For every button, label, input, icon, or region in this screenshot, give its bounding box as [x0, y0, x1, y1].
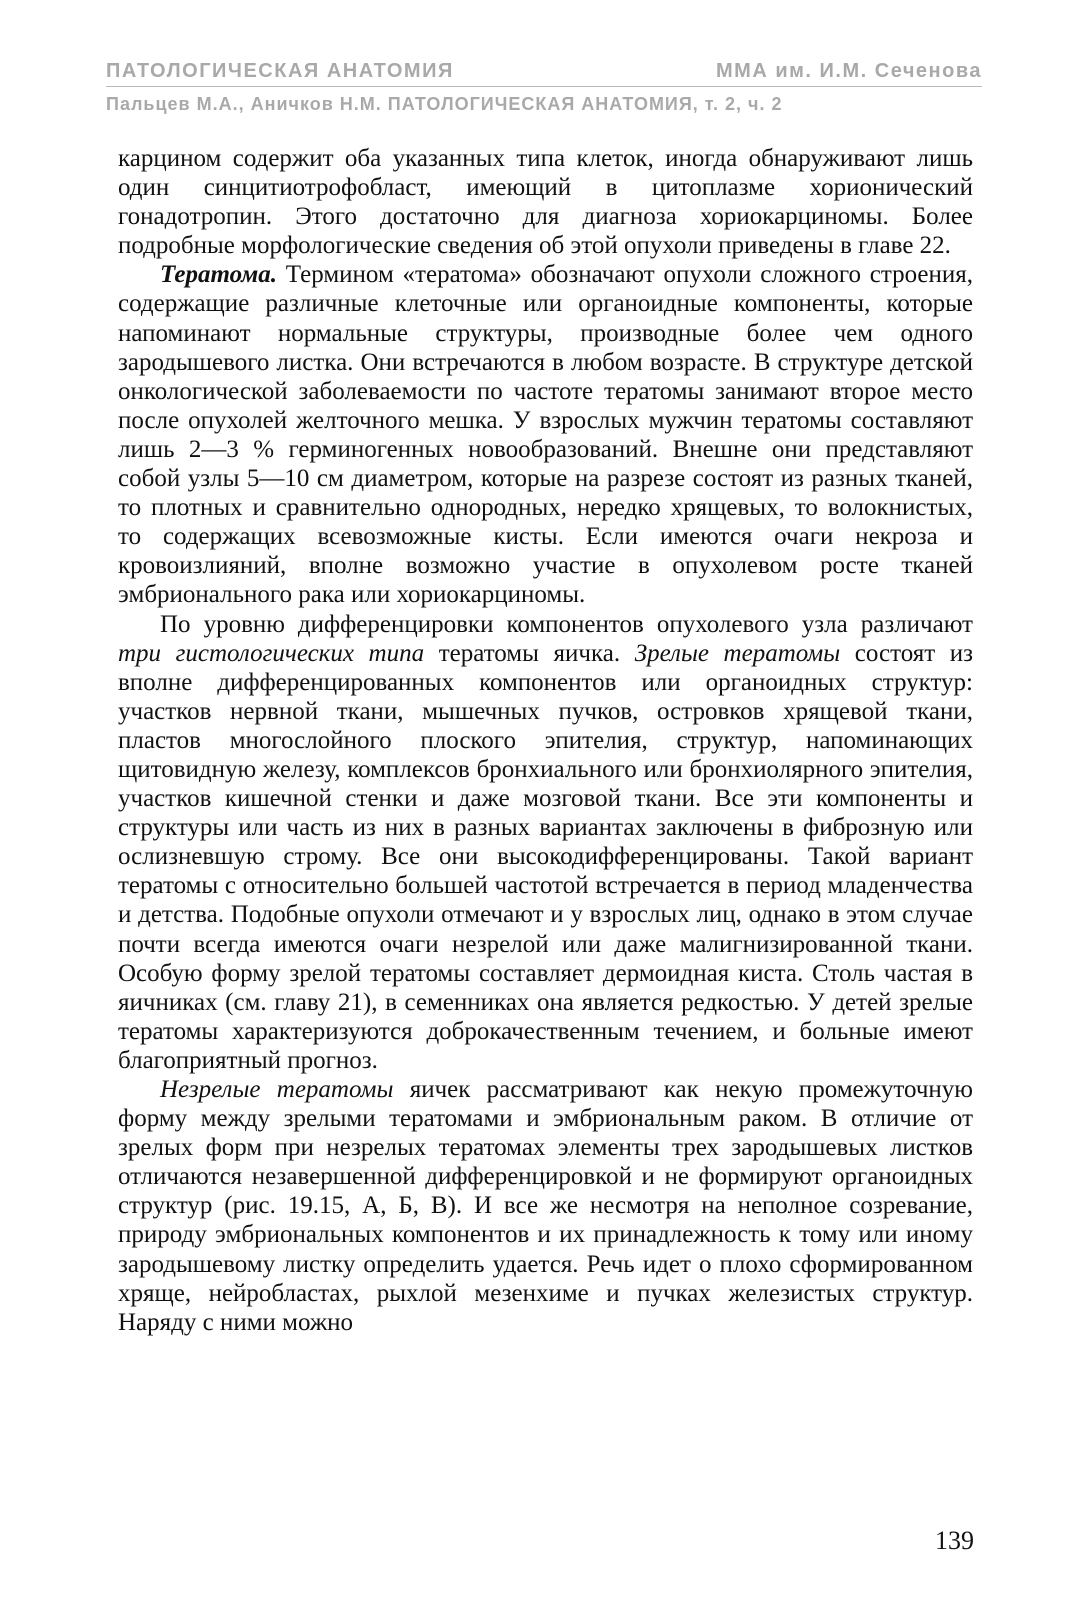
paragraph-4	[118, 1075, 973, 1337]
term-three-types: три гистологических типа	[118, 639, 425, 667]
running-head-rule	[106, 86, 982, 87]
paragraph-4-text: яичек рассматривают как некую промежуточную форму между зрелыми тератомами и эмбриональным раком. В отличие от зрелых форм при незрелых тератомах элементы трех зародышевых листков отличаются незавершенной дифференцировкой и не формируют органоидных структур (рис. 19.15, А, Б, В). И все же несмотря на неполное созревание, природу эмбриональных компонентов и их принадлежность к тому или иному зародышевому листку определить удается. Речь идет о плохо сформированном хряще, нейробластах, рыхлой мезенхиме и пучках железистых структур. Наряду с ними можно	[118, 1076, 973, 1336]
running-head-institution: ММА им. И.М. Сеченова	[716, 60, 982, 82]
running-head-subtitle: Пальцев М.А., Аничков Н.М. ПАТОЛОГИЧЕСКАЯ АНАТОМИЯ, т. 2, ч. 2	[106, 94, 783, 114]
paragraph-2-text: Термином «тератома» обозначают опухоли сложного строения, содержащие различные клеточные или органоидные компоненты, которые напоминают нормальные структуры, производные более чем одного зародышевого листка. Они встречаются в любом возрасте. В структуре детской онкологической заболеваемости по частоте тератомы занимают второе место после опухолей желточного мешка. У взрослых мужчин тератомы составляют лишь 2—3 % герминогенных новообразований. Внешне они представляют собой узлы 5—10 см диаметром, которые на разрезе состоят из разных тканей, то плотных и сравнительно однородных, нередко хрящевых, то волокнистых, то содержащих всевозможные кисты. Если имеются очаги некроза и кровоизлияний, вполне возможно участие в опухолевом росте тканей эмбрионального рака или хориокарциномы.	[118, 261, 973, 609]
paragraph-3	[118, 610, 973, 1076]
body-text	[118, 144, 973, 1337]
paragraph-1: карцином содержит оба указанных типа клеток, иногда обнаруживают лишь один синцитиотрофобласт, имеющий в цитоплазме хорионический гонадотропин. Этого достаточно для диагноза хориокарциномы. Более подробные морфологические сведения об этой опухоли приведены в главе 22.	[118, 145, 973, 260]
running-head	[106, 58, 982, 117]
running-head-line	[106, 58, 982, 84]
paragraph-2	[118, 260, 973, 609]
paragraph-3-text-c: состоят из вполне дифференцированных компонентов или органоидных структур: участков нервной ткани, мышечных пучков, островков хрящевой ткани, пластов многослойного плоского эпителия, структур, напоминающих щитовидную железу, комплексов бронхиального или бронхиолярного эпителия, участков кишечной стенки и даже мозговой ткани. Все эти компоненты и структуры или часть из них в разных вариантах заключены в фиброзную или ослизневшую строму. Все они высокодифференцированы. Такой вариант тератомы с относительно большей частотой встречается в период младенчества и детства. Подобные опухоли отмечают и у взрослых лиц, однако в этом случае почти всегда имеются очаги незрелой или даже малигнизированной ткани. Особую форму зрелой тератомы составляет дермоидная киста. Столь частая в яичниках (см. главу 21), в семенниках она является редкостью. У детей зрелые тератомы характеризуются доброкачественным течением, и больные имеют благоприятный прогноз.	[118, 639, 973, 1074]
term-teratoma: Тератома.	[160, 261, 278, 289]
page-number: 139	[935, 1526, 974, 1555]
term-mature-teratomas: Зрелые тератомы	[634, 639, 841, 667]
running-head-title: ПАТОЛОГИЧЕСКАЯ АНАТОМИЯ	[106, 60, 454, 82]
paragraph-3-text-b: тератомы яичка.	[424, 639, 635, 667]
term-immature-teratomas: Незрелые тератомы	[160, 1076, 394, 1103]
paragraph-3-text-a: По уровню дифференцировки компонентов опухолевого узла различают	[160, 610, 973, 638]
